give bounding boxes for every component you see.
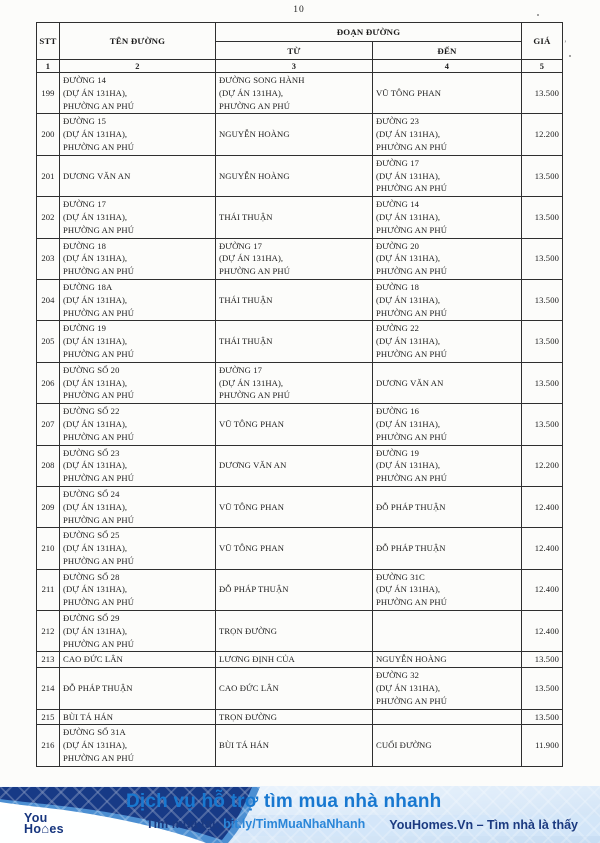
- banner-cta: [146, 817, 365, 831]
- cell-from: VŨ TÔNG PHAN: [216, 404, 373, 445]
- cell-to: ĐƯỜNG 32 (DỰ ÁN 131HA), PHƯỜNG AN PHÚ: [373, 668, 522, 709]
- cell-to: CUỐI ĐƯỜNG: [373, 725, 522, 766]
- table-row: [37, 155, 563, 196]
- cell-to: ĐỖ PHÁP THUẬN: [373, 486, 522, 527]
- cell-from: THÁI THUẬN: [216, 321, 373, 362]
- cell-from: ĐƯỜNG 17 (DỰ ÁN 131HA), PHƯỜNG AN PHÚ: [216, 238, 373, 279]
- banner-title: Dịch vụ hỗ trợ tìm mua nhà nhanh: [126, 791, 442, 812]
- cell-price: 11.900: [522, 725, 563, 766]
- cell-from: NGUYỄN HOÀNG: [216, 114, 373, 155]
- column-number-5: 5: [522, 60, 563, 73]
- scan-artifact: ’: [564, 39, 567, 48]
- table-row: [37, 197, 563, 238]
- cell-to: ĐƯỜNG 19 (DỰ ÁN 131HA), PHƯỜNG AN PHÚ: [373, 445, 522, 486]
- cell-price: 13.500: [522, 668, 563, 709]
- cell-to: ĐỖ PHÁP THUẬN: [373, 528, 522, 569]
- cell-name: ĐƯỜNG SỐ 23 (DỰ ÁN 131HA), PHƯỜNG AN PHÚ: [60, 445, 216, 486]
- cell-from: THÁI THUẬN: [216, 279, 373, 320]
- table-row: [37, 114, 563, 155]
- cell-from: BÙI TÁ HÁN: [216, 725, 373, 766]
- cell-name: ĐƯỜNG 15 (DỰ ÁN 131HA), PHƯỜNG AN PHÚ: [60, 114, 216, 155]
- cell-name: ĐƯỜNG SỐ 20 (DỰ ÁN 131HA), PHƯỜNG AN PHÚ: [60, 362, 216, 403]
- cell-name: ĐƯỜNG 17 (DỰ ÁN 131HA), PHƯỜNG AN PHÚ: [60, 197, 216, 238]
- cell-from: NGUYỄN HOÀNG: [216, 155, 373, 196]
- cell-from: LƯƠNG ĐỊNH CỦA: [216, 652, 373, 668]
- cell-to: [373, 709, 522, 725]
- cell-from: ĐƯỜNG SONG HÀNH (DỰ ÁN 131HA), PHƯỜNG AN PHÚ: [216, 73, 373, 114]
- table-row: [37, 362, 563, 403]
- cell-price: 12.200: [522, 445, 563, 486]
- cell-stt: 204: [37, 279, 60, 320]
- table-row: [37, 528, 563, 569]
- cell-from: ĐƯỜNG 17 (DỰ ÁN 131HA), PHƯỜNG AN PHÚ: [216, 362, 373, 403]
- table-row: [37, 486, 563, 527]
- cell-name: ĐƯỜNG SỐ 31A (DỰ ÁN 131HA), PHƯỜNG AN PHÚ: [60, 725, 216, 766]
- cell-name: ĐƯỜNG 18A (DỰ ÁN 131HA), PHƯỜNG AN PHÚ: [60, 279, 216, 320]
- cell-to: ĐƯỜNG 14 (DỰ ÁN 131HA), PHƯỜNG AN PHÚ: [373, 197, 522, 238]
- column-number-1: 1: [37, 60, 60, 73]
- cell-name: ĐƯỜNG SỐ 29 (DỰ ÁN 131HA), PHƯỜNG AN PHÚ: [60, 611, 216, 652]
- cell-from: DƯƠNG VĂN AN: [216, 445, 373, 486]
- scan-artifact: [537, 14, 539, 16]
- cell-price: 13.500: [522, 197, 563, 238]
- cell-stt: 202: [37, 197, 60, 238]
- cell-price: 13.500: [522, 709, 563, 725]
- column-number-4: 4: [373, 60, 522, 73]
- header-den: ĐẾN: [373, 42, 522, 60]
- table-row: [37, 404, 563, 445]
- table-row: [37, 238, 563, 279]
- cell-price: 12.400: [522, 569, 563, 610]
- cell-from: VŨ TÔNG PHAN: [216, 486, 373, 527]
- cell-from: ĐỖ PHÁP THUẬN: [216, 569, 373, 610]
- table-row: [37, 73, 563, 114]
- cell-from: THÁI THUẬN: [216, 197, 373, 238]
- header-gia: GIÁ: [522, 23, 563, 60]
- cell-price: 13.500: [522, 238, 563, 279]
- cell-stt: 212: [37, 611, 60, 652]
- cell-from: TRỌN ĐƯỜNG: [216, 611, 373, 652]
- price-table: [36, 22, 563, 767]
- cell-name: ĐƯỜNG SỐ 22 (DỰ ÁN 131HA), PHƯỜNG AN PHÚ: [60, 404, 216, 445]
- cell-stt: 209: [37, 486, 60, 527]
- cell-price: 12.400: [522, 528, 563, 569]
- cell-stt: 216: [37, 725, 60, 766]
- table-row: [37, 668, 563, 709]
- cell-stt: 213: [37, 652, 60, 668]
- cell-name: ĐƯỜNG SỐ 24 (DỰ ÁN 131HA), PHƯỜNG AN PHÚ: [60, 486, 216, 527]
- cell-name: ĐƯỜNG SỐ 25 (DỰ ÁN 131HA), PHƯỜNG AN PHÚ: [60, 528, 216, 569]
- table-row: [37, 725, 563, 766]
- cell-price: 13.500: [522, 155, 563, 196]
- cell-name: ĐƯỜNG 14 (DỰ ÁN 131HA), PHƯỜNG AN PHÚ: [60, 73, 216, 114]
- cell-price: 13.500: [522, 652, 563, 668]
- cell-name: ĐƯỜNG SỐ 28 (DỰ ÁN 131HA), PHƯỜNG AN PHÚ: [60, 569, 216, 610]
- logo-line2: Ho⌂es: [24, 820, 64, 836]
- cell-stt: 201: [37, 155, 60, 196]
- cta-label: Tìm mua tại:: [146, 817, 224, 831]
- cell-price: 12.200: [522, 114, 563, 155]
- promo-banner: [0, 786, 600, 843]
- cell-to: DƯƠNG VĂN AN: [373, 362, 522, 403]
- column-number-3: 3: [216, 60, 373, 73]
- cell-price: 13.500: [522, 279, 563, 320]
- cell-name: ĐƯỜNG 18 (DỰ ÁN 131HA), PHƯỜNG AN PHÚ: [60, 238, 216, 279]
- header-stt: STT: [37, 23, 60, 60]
- cell-from: TRỌN ĐƯỜNG: [216, 709, 373, 725]
- header-doan-duong: ĐOẠN ĐƯỜNG: [216, 23, 522, 42]
- header-ten-duong: TÊN ĐƯỜNG: [60, 23, 216, 60]
- cell-price: 13.500: [522, 73, 563, 114]
- cell-to: ĐƯỜNG 22 (DỰ ÁN 131HA), PHƯỜNG AN PHÚ: [373, 321, 522, 362]
- house-icon: ⌂: [41, 820, 50, 836]
- cell-price: 13.500: [522, 362, 563, 403]
- cell-to: ĐƯỜNG 31C (DỰ ÁN 131HA), PHƯỜNG AN PHÚ: [373, 569, 522, 610]
- cell-stt: 207: [37, 404, 60, 445]
- table-row: [37, 652, 563, 668]
- cell-to: ĐƯỜNG 17 (DỰ ÁN 131HA), PHƯỜNG AN PHÚ: [373, 155, 522, 196]
- cell-stt: 214: [37, 668, 60, 709]
- youhomes-logo[interactable]: [24, 813, 64, 834]
- table-row: [37, 279, 563, 320]
- table-row: [37, 569, 563, 610]
- column-number-2: 2: [60, 60, 216, 73]
- cell-stt: 206: [37, 362, 60, 403]
- cell-to: NGUYỄN HOÀNG: [373, 652, 522, 668]
- cell-stt: 215: [37, 709, 60, 725]
- cell-stt: 203: [37, 238, 60, 279]
- cell-name: BÙI TÁ HÁN: [60, 709, 216, 725]
- cell-price: 12.400: [522, 611, 563, 652]
- logo-line1: You: [24, 811, 48, 825]
- cell-name: DƯƠNG VĂN AN: [60, 155, 216, 196]
- cell-to: ĐƯỜNG 16 (DỰ ÁN 131HA), PHƯỜNG AN PHÚ: [373, 404, 522, 445]
- cell-to: ĐƯỜNG 20 (DỰ ÁN 131HA), PHƯỜNG AN PHÚ: [373, 238, 522, 279]
- table-row: [37, 611, 563, 652]
- banner-tagline: YouHomes.Vn – Tìm nhà là thấy: [389, 818, 578, 832]
- header-tu: TỪ: [216, 42, 373, 60]
- cell-to: ĐƯỜNG 23 (DỰ ÁN 131HA), PHƯỜNG AN PHÚ: [373, 114, 522, 155]
- scan-artifact: [569, 55, 571, 57]
- cta-link[interactable]: bit.ly/TimMuaNhaNhanh: [223, 817, 366, 831]
- cell-stt: 200: [37, 114, 60, 155]
- cell-stt: 205: [37, 321, 60, 362]
- cell-to: VŨ TÔNG PHAN: [373, 73, 522, 114]
- table-row: [37, 709, 563, 725]
- cell-stt: 210: [37, 528, 60, 569]
- cell-from: CAO ĐỨC LÂN: [216, 668, 373, 709]
- cell-stt: 211: [37, 569, 60, 610]
- cell-to: ĐƯỜNG 18 (DỰ ÁN 131HA), PHƯỜNG AN PHÚ: [373, 279, 522, 320]
- table-body: [37, 73, 563, 767]
- cell-stt: 208: [37, 445, 60, 486]
- table-row: [37, 321, 563, 362]
- page-number: 10: [293, 5, 305, 15]
- cell-from: VŨ TÔNG PHAN: [216, 528, 373, 569]
- cell-price: 12.400: [522, 486, 563, 527]
- table-header: [37, 23, 563, 73]
- table-row: [37, 445, 563, 486]
- cell-name: CAO ĐỨC LÂN: [60, 652, 216, 668]
- cell-price: 13.500: [522, 404, 563, 445]
- cell-to: [373, 611, 522, 652]
- cell-name: ĐƯỜNG 19 (DỰ ÁN 131HA), PHƯỜNG AN PHÚ: [60, 321, 216, 362]
- cell-price: 13.500: [522, 321, 563, 362]
- cell-stt: 199: [37, 73, 60, 114]
- cell-name: ĐỖ PHÁP THUẬN: [60, 668, 216, 709]
